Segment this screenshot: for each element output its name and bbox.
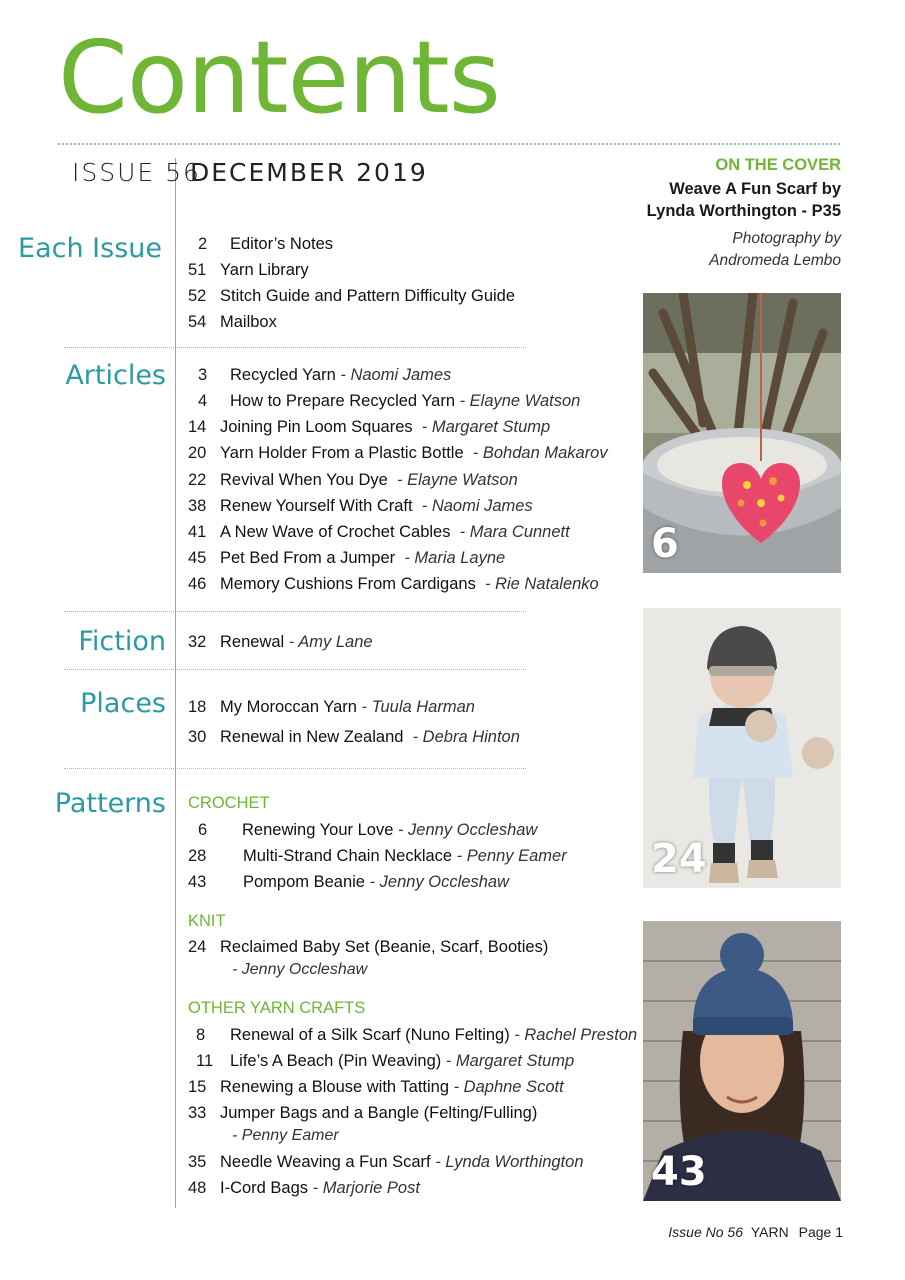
photo-page-number: 6	[651, 521, 679, 567]
photo-heart-ornament	[643, 293, 841, 573]
list-item[interactable]	[188, 1104, 537, 1123]
page-number: 22	[188, 471, 207, 489]
item-author: - Mara Cunnett	[450, 523, 570, 541]
list-item[interactable]	[188, 728, 520, 747]
page-number: 35	[188, 1153, 207, 1171]
page-number: 41	[188, 523, 207, 541]
item-title: Pompom Beanie	[243, 873, 365, 891]
item-title: Reclaimed Baby Set (Beanie, Scarf, Booties)	[220, 938, 549, 956]
list-item[interactable]	[188, 287, 515, 306]
section-divider	[64, 611, 526, 612]
item-title: How to Prepare Recycled Yarn	[230, 392, 455, 410]
list-item[interactable]	[188, 1052, 574, 1071]
page-footer	[668, 1224, 843, 1240]
item-author: - Jenny Occleshaw	[232, 961, 368, 978]
list-item[interactable]	[188, 938, 548, 957]
cover-heading: ON THE COVER	[715, 156, 841, 174]
item-author: - Margaret Stump	[412, 418, 551, 436]
photo-pompom-beanie	[643, 921, 841, 1201]
page-number: 15	[188, 1078, 207, 1096]
item-author: - Bohdan Makarov	[463, 444, 608, 462]
list-item[interactable]	[188, 523, 570, 542]
page-number: 48	[188, 1179, 207, 1197]
item-author: - Jenny Occleshaw	[365, 873, 509, 891]
item-title: Stitch Guide and Pattern Difficulty Guide	[220, 287, 516, 305]
list-item[interactable]	[188, 313, 277, 332]
photo-page-number: 24	[651, 836, 707, 882]
list-item[interactable]	[188, 235, 333, 254]
page-number: 32	[188, 633, 207, 651]
list-item[interactable]	[188, 261, 309, 280]
section-label-each-issue: Each Issue	[18, 233, 162, 264]
item-title: Life’s A Beach (Pin Weaving)	[230, 1052, 442, 1070]
section-label-articles: Articles	[65, 360, 166, 391]
item-title: My Moroccan Yarn	[220, 698, 357, 716]
page-title: Contents	[58, 19, 500, 136]
list-item[interactable]	[188, 549, 505, 568]
list-item[interactable]	[188, 821, 537, 840]
item-title: Renewing Your Love	[242, 821, 394, 839]
page-number: 20	[188, 444, 207, 462]
page-number: 24	[188, 938, 207, 956]
item-title: Renewal in New Zealand	[220, 728, 404, 746]
item-author: - Maria Layne	[395, 549, 506, 567]
list-item[interactable]	[188, 698, 475, 717]
item-title: Memory Cushions From Cardigans	[220, 575, 476, 593]
page-number: 54	[188, 313, 207, 331]
item-author: - Naomi James	[335, 366, 452, 384]
footer-issue: Issue No 56	[668, 1224, 743, 1240]
photo-credit-line-2: Andromeda Lembo	[709, 252, 841, 269]
item-author: - Lynda Worthington	[430, 1153, 584, 1171]
page-number: 8	[196, 1026, 206, 1044]
page-number: 33	[188, 1104, 207, 1122]
item-title: Yarn Holder From a Plastic Bottle	[220, 444, 464, 462]
photo-baby-set	[643, 608, 841, 888]
list-item[interactable]	[188, 366, 451, 385]
item-title: Multi-Strand Chain Necklace	[243, 847, 453, 865]
item-author: - Daphne Scott	[449, 1078, 564, 1096]
item-author: - Naomi James	[412, 497, 533, 515]
page-number: 52	[188, 287, 207, 305]
list-item[interactable]	[188, 633, 373, 652]
photo-credit-line-1: Photography by	[732, 230, 841, 247]
item-author: - Penny Eamer	[232, 1127, 339, 1144]
list-item[interactable]	[188, 1179, 420, 1198]
footer-magazine: YARN	[750, 1224, 789, 1240]
item-author: - Rachel Preston	[509, 1026, 638, 1044]
page-number: 46	[188, 575, 207, 593]
list-item[interactable]	[188, 497, 533, 516]
page-number: 38	[188, 497, 207, 515]
item-author: - Elayne Watson	[387, 471, 518, 489]
list-item[interactable]	[188, 444, 608, 463]
item-title: Needle Weaving a Fun Scarf	[220, 1153, 431, 1171]
subheading-other-yarn-crafts: OTHER YARN CRAFTS	[188, 999, 366, 1017]
page-number: 4	[198, 392, 208, 410]
item-title: Editor’s Notes	[230, 235, 334, 253]
item-title: I-Cord Bags	[220, 1179, 309, 1197]
item-title: A New Wave of Crochet Cables	[220, 523, 451, 541]
cover-description	[581, 178, 841, 222]
page-number: 2	[198, 235, 208, 253]
page-number: 30	[188, 728, 207, 746]
page-number: 14	[188, 418, 207, 436]
item-author: - Debra Hinton	[403, 728, 520, 746]
item-title: Pet Bed From a Jumper	[220, 549, 396, 567]
item-title: Yarn Library	[220, 261, 309, 279]
item-title: Renewal	[220, 633, 285, 651]
section-label-places: Places	[80, 688, 166, 719]
list-item[interactable]	[188, 471, 518, 490]
list-item[interactable]	[188, 1153, 584, 1172]
list-item[interactable]	[188, 418, 550, 437]
list-item[interactable]	[188, 1078, 564, 1097]
item-title: Recycled Yarn	[230, 366, 336, 384]
section-divider	[64, 669, 526, 670]
section-label-patterns: Patterns	[54, 788, 166, 819]
item-title: Jumper Bags and a Bangle (Felting/Fulling)	[220, 1104, 538, 1122]
title-divider	[58, 143, 840, 145]
item-title: Joining Pin Loom Squares	[220, 418, 413, 436]
page-number: 43	[188, 873, 207, 891]
page-number: 28	[188, 847, 207, 865]
page-number: 6	[198, 821, 208, 839]
section-divider	[64, 347, 526, 348]
issue-date: DECEMBER 2019	[190, 158, 428, 187]
photo-page-number: 43	[651, 1149, 707, 1195]
cover-line-2: Lynda Worthington - P35	[646, 202, 841, 220]
page-number: 18	[188, 698, 207, 716]
section-label-fiction: Fiction	[78, 626, 166, 657]
page-number: 45	[188, 549, 207, 567]
photo-credit	[709, 228, 841, 272]
column-divider	[175, 158, 176, 1208]
item-author: - Amy Lane	[284, 633, 373, 651]
footer-page: Page 1	[798, 1224, 843, 1240]
item-author: - Marjorie Post	[308, 1179, 420, 1197]
item-author: - Margaret Stump	[441, 1052, 575, 1070]
list-item[interactable]	[188, 847, 567, 866]
subheading-knit: KNIT	[188, 912, 226, 930]
item-author: - Tuula Harman	[356, 698, 475, 716]
page-number: 3	[198, 366, 208, 384]
item-author: - Penny Eamer	[452, 847, 567, 865]
issue-number: ISSUE 56	[72, 158, 201, 187]
cover-line-1: Weave A Fun Scarf by	[669, 180, 841, 198]
item-title: Revival When You Dye	[220, 471, 388, 489]
list-item[interactable]	[188, 575, 599, 594]
page-number: 51	[188, 261, 207, 279]
item-title: Renewing a Blouse with Tatting	[220, 1078, 450, 1096]
list-item[interactable]	[188, 1026, 637, 1045]
list-item[interactable]	[188, 392, 580, 411]
section-divider	[64, 768, 526, 769]
list-item[interactable]	[188, 873, 509, 892]
item-author: - Rie Natalenko	[475, 575, 599, 593]
item-author: - Jenny Occleshaw	[393, 821, 538, 839]
item-title: Renew Yourself With Craft	[220, 497, 413, 515]
page-number: 11	[196, 1052, 214, 1070]
subheading-crochet: CROCHET	[188, 794, 270, 812]
item-title: Renewal of a Silk Scarf (Nuno Felting)	[230, 1026, 510, 1044]
item-title: Mailbox	[220, 313, 277, 331]
item-author: - Elayne Watson	[455, 392, 581, 410]
